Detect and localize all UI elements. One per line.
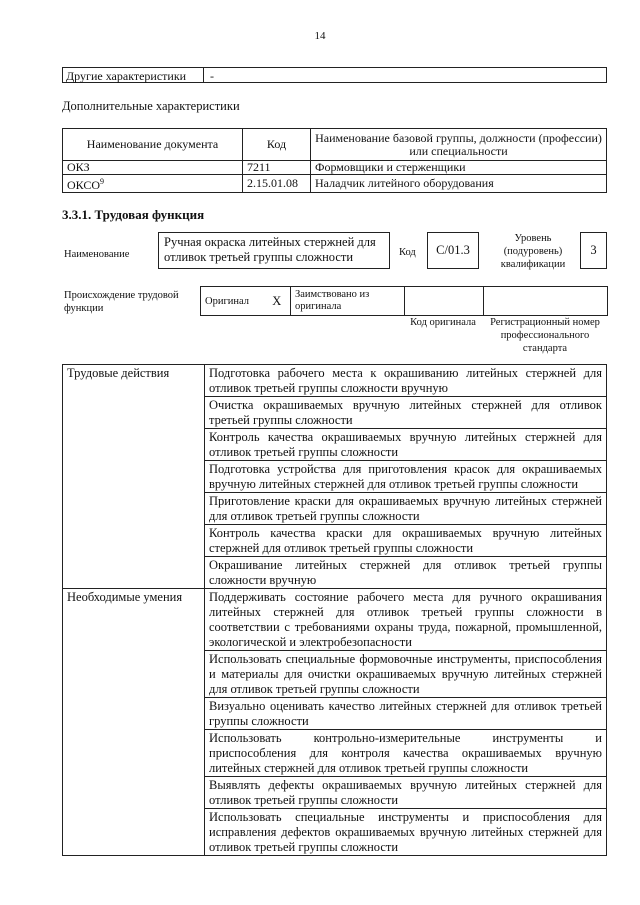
required-skill-item: Использовать контрольно-измерительные инструменты и приспособления для контроля качества окрашиваемых вручную литейных стержней для отливок третьей группы сложности — [205, 730, 607, 777]
qualification-level-box: 3 — [580, 232, 607, 269]
table-row — [63, 161, 607, 175]
registration-number-caption: Регистрационный номер профессионального стандарта — [490, 317, 600, 354]
required-skill-item: Выявлять дефекты окрашиваемых вручную литейных стержней для отливок третьей группы сложности — [205, 777, 607, 809]
labor-action-item: Подготовка рабочего места к окрашиванию литейных стержней для отливок третьей группы сложности вручную — [205, 365, 607, 397]
function-origin-table — [200, 286, 608, 316]
original-code-cell — [405, 287, 484, 316]
function-code-label: Код — [399, 247, 416, 258]
qualification-level-label: Уровень (подуровень) квалификации — [500, 233, 566, 270]
required-skills-label: Необходимые умения — [63, 589, 205, 856]
table-row — [201, 287, 608, 316]
other-characteristics-label: Другие характеристики — [63, 68, 204, 82]
labor-action-item: Очистка окрашиваемых вручную литейных стержней для отливок третьей группы сложности — [205, 397, 607, 429]
table-header-row — [63, 129, 607, 161]
table-row — [63, 365, 607, 397]
other-characteristics-value: - — [210, 69, 214, 83]
footnote-mark: 9 — [100, 177, 105, 186]
row-group-name: Формовщики и стерженщики — [311, 161, 607, 175]
required-skill-item: Использовать специальные формовочные инструменты, приспособления и материалы для очистки окрашиваемых вручную литейных стержней для отливок третьей группы сложности — [205, 651, 607, 698]
row-document-text: ОКСО — [67, 178, 101, 192]
labor-action-item: Окрашивание литейных стержней для отливок третьей группы сложности вручную — [205, 557, 607, 589]
registration-number-cell — [484, 287, 608, 316]
borrowed-label: Заимствовано из оригинала — [291, 287, 405, 316]
function-name-label: Наименование — [64, 249, 130, 260]
row-code: 2.15.01.08 — [243, 175, 311, 193]
labor-action-item: Приготовление краски для окрашиваемых вручную литейных стержней для отливок третьей группы сложности — [205, 493, 607, 525]
row-document: ОКЗ — [63, 161, 243, 175]
labor-function-title: 3.3.1. Трудовая функция — [62, 207, 205, 222]
required-skill-item: Визуально оценивать качество литейных стержней для отливок третьей группы сложности — [205, 698, 607, 730]
function-code-box: C/01.3 — [427, 232, 479, 269]
labor-action-item: Контроль качества окрашиваемых вручную литейных стержней для отливок третьей группы сложности — [205, 429, 607, 461]
function-origin-label: Происхождение трудовой функции — [64, 290, 179, 314]
table-row — [63, 175, 607, 193]
original-code-caption: Код оригинала — [410, 317, 476, 328]
header-group-name: Наименование базовой группы, должности (профессии) или специальности — [311, 129, 607, 161]
required-skill-item: Использовать специальные инструменты и приспособления для исправления дефектов окрашиваемых вручную литейных стержней для отливок третьей группы сложности — [205, 809, 607, 856]
original-mark: X — [264, 287, 291, 316]
additional-characteristics-table — [62, 128, 607, 193]
header-document: Наименование документа — [63, 129, 243, 161]
other-characteristics-row — [62, 67, 607, 83]
labor-action-item: Контроль качества краски для окрашиваемых вручную литейных стержней для отливок третьей группы сложности — [205, 525, 607, 557]
labor-function-details-table — [62, 364, 607, 856]
table-row — [63, 589, 607, 651]
row-code: 7211 — [243, 161, 311, 175]
original-label: Оригинал — [201, 287, 264, 316]
header-code: Код — [243, 129, 311, 161]
row-group-name: Наладчик литейного оборудования — [311, 175, 607, 193]
labor-action-item: Подготовка устройства для приготовления красок для окрашиваемых вручную литейных стержней для отливок третьей группы сложности — [205, 461, 607, 493]
row-document — [63, 175, 243, 193]
additional-characteristics-title: Дополнительные характеристики — [62, 99, 240, 113]
required-skill-item: Поддерживать состояние рабочего места для ручного окрашивания литейных стержней для отливок третьей группы сложности в соответствии с требованиями охраны труда, пожарной, промышленной, экологической и электробезопасности — [205, 589, 607, 651]
function-name-box: Ручная окраска литейных стержней для отливок третьей группы сложности — [158, 232, 390, 269]
page-number: 14 — [314, 30, 326, 42]
labor-actions-label: Трудовые действия — [63, 365, 205, 589]
